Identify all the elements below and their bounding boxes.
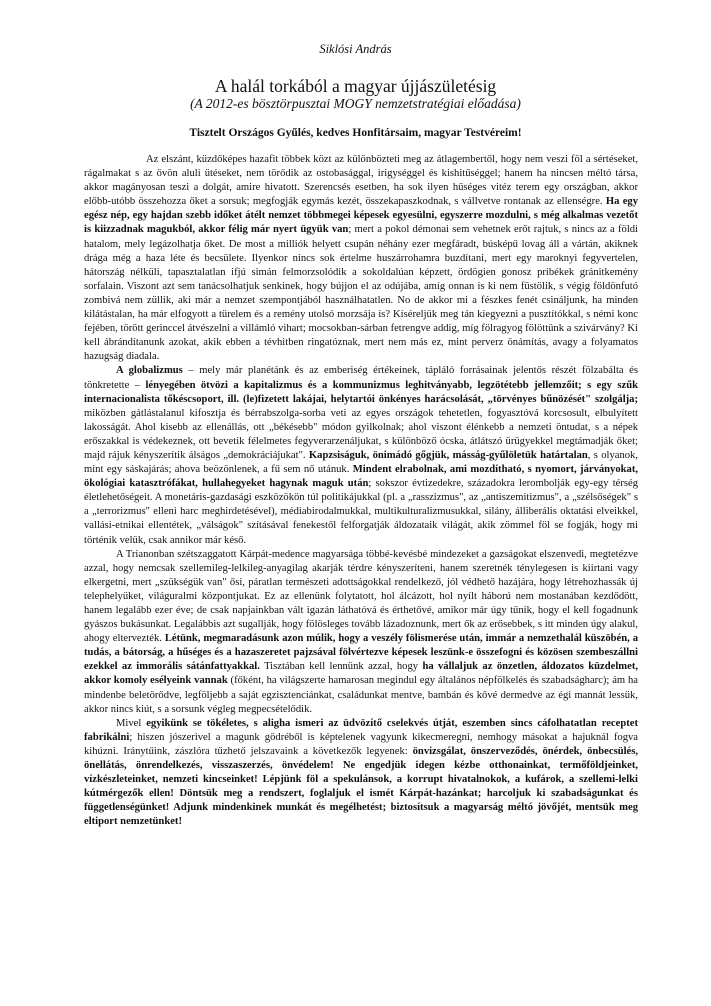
text-run: – mely már planétánk és az emberiség értékeinek, tápláló forrásainak jelentős részét fölzabálta és tönkretette – — [84, 365, 638, 391]
text-run: miközben gátlástalanul kifosztja és bérrabszolga-sorba veti az egyes országok tehetetlen, fogyasztóvá korcsosult, elbulyített lakosságát. Ahol kisebb az ellenállás, ott „békésebb" módon gyilkolnak; ahol viszont élénkebb a nemzeti öntudat, s a népek erőszakkal is védekeznek, ott bevetik félelmetes fegyverarzenáljukat, s különböző ócska, átlátszó ürügyekkel megtámadják őket; majd rájuk kényszerítik álságos „demokráciájukat". — [84, 407, 638, 461]
text-run: (főként, ha világszerte hamarosan megindul egy általános népfölkelés és szabadságharc); ám ha mindenbe beletörődve, legföljebb a saját egzisztenciánkat, családunkat mentve, bambán és kővé dermedve az égi mannát lessük, akkor nincs kiút, s a sorsunk végleg megpecsételődik. — [84, 675, 638, 715]
text-run-bold: A globalizmus — [116, 365, 183, 377]
text-run-bold: egyikünk se tökéletes, s aligha ismeri az üdvözítő cselekvés útját, eszemben sincs cáfolhatatlan receptet fabrikálni — [84, 717, 638, 743]
body-text — [84, 153, 638, 830]
text-run-bold: ha vállaljuk az önzetlen, áldozatos küzdelmet, akkor komoly esélyeink vannak — [84, 661, 638, 687]
text-run: , s olyanok, mint egy sáskajárás; ahova beözönlenek, a fű sem nő utánuk. — [84, 449, 639, 476]
author-name: Siklósi András — [319, 42, 392, 56]
text-run-bold: Kapzsiságuk, önimádó gőgjük, másság-gyűlöletük határtalan — [308, 449, 588, 461]
paragraph — [84, 548, 638, 717]
document-title: A halál torkából a magyar újjászületésig — [214, 76, 497, 96]
text-run: Mivel — [116, 717, 147, 729]
text-run-bold: lényegében ötvözi a kapitalizmus és a kommunizmus leghitványabb, legzötétebb jellemzőit; s egy szűk internacionalista tőkéscsoport, ill. (le)fizetett lakájai, helytartói önkényes harácsolását, „törvényes bűnözését" szolgálja; — [84, 379, 638, 405]
text-run: ; hiszen jószerivel a magunk gödréből is képtelenek vagyunk kikecmeregni, nemhogy másokat a hajuknál fogva kihúzni. Iránytűink, zászlóra tűzhető jelszavaink a következők legyenek: — [84, 731, 638, 757]
paragraph — [84, 717, 638, 830]
salutation: Tisztelt Országos Gyűlés, kedves Honfitársaim, magyar Testvéreim! — [189, 127, 522, 139]
paragraph — [84, 153, 638, 364]
text-run: ; sokszor évtizedekre, századokra lerombolják egy-egy térség életlehetőségeit. A monetáris-gazdasági eszközökön túl politikájukkal (pl. a „rasszizmus", az „antiszemitizmus", a „szélsőségek" s a „terrorizmus" elleni harc meghirdetésével), médiabirodalmukkal, multikulturalizmusukkal, silány, álliberális oktatási elveikkel, vallási-etnikai ellentétek, „válságok" szításával fenekestől felforgatják áldozataik világát, akik zömmel föl se fogják, hogy mi történik velük, csak annikor már késő. — [84, 478, 638, 546]
document-subtitle: (A 2012-es bösztörpusztai MOGY nemzetstratégiai előadása) — [190, 96, 521, 111]
text-run-bold: Létünk, megmaradásunk azon múlik, hogy a veszély fölismerése után, immár a nemzethalál küszöbén, a tudás, a bátorság, a hűséges és a hazaszeretet pajzsával fölvértezve képesek leszünk-e összefogni és közösen szembeszállni ezekkel az immorális sátánfattyakkal. — [84, 633, 638, 673]
text-run-bold: Ha egy egész nép, egy hajdan szebb időket átélt nemzet többmegei képesek egyesülni, egyszerre mozdulni, s még alkalmas vezetőt is kiizzadnak magukból, akkor félig már nyert ügyük van — [84, 196, 639, 236]
text-run: Tisztában kell lennünk azzal, hogy — [259, 661, 423, 673]
paragraph — [84, 364, 638, 547]
text-run-bold: Mindent elrabolnak, ami mozdítható, s nyomort, járványokat, ökológiai katasztrófákat, hullahegyeket hagynak maguk után — [84, 464, 639, 490]
text-run: Az elszánt, küzdőképes hazafit többek közt az különbözteti meg az átlagembertől, hogy nem veszi föl a sértéseket, rágalmakat s az övön aluli ütéseket, nem törődik az ostobasággal, irigységgel és kishitűséggel; hanem ha nincsen méltó társa, akkor magányosan teszi a dolgát, amire hivatott. Szerencsés esetben, ha sok ilyen hűséges vitéz terem egy országban, akkor előbb-utóbb összehozza őket a sorsuk; megfogják egymás kezét, összekapaszkodnak, s vállvetve rontanak az ellenségre. — [84, 154, 638, 208]
text-run: ; mert a pokol démonai sem vehetnek erőt rajtuk, s nincs az a földi hatalom, mely legázolhatja őket. De most a milliók helyett csupán néhány ezer megfáradt, búsképű lovag áll a vártán, akiknek drága még a haza léte és becsülete. Ilyenkor nincs sok értelme huszárrohamra buzdítani, mert egy maroknyi fegyvertelen, hátország nélküli, tapasztalatlan ifjú simán felmorzsolódik a sokoldalúan képzett, ördögien gonosz pribékek gránitkemény sorfalain. Viszont azt sem tanácsolhatjuk senkinek, hogy bújjon el az odújába, amíg onnan is ki nem füstölik, s végig földönfutó zombivá nem züllik, aki már a nemzet szempontjából használhatatlen. No de akkor mi a fészkes fenét csináljunk, ha minden kilátástalan, ha már elfogyott a türelem és a remény utolsó morzsája is? Kíséreljük meg tán kiegyezni a pusztítókkal, s némi konc fejében, törött gerinccel átvészelni a villámló vihart; mocsokban-sárban fetrengve addig, míg fölragyog fölöttünk a szivárvány? Ki kell ábrándítanunk azokat, akik ebben a tévhitben ringatóznak, mert nem más ez, mint perverz önámítás, avagy a folyamatos hazugság diadala. — [84, 224, 638, 363]
text-run-bold: önvizsgálat, önszerveződés, önérdek, önbecsülés, önellátás, önrendelkezés, visszaszerzés, önvédelem! Ne engedjük idegen kézbe otthonainkat, termőföldjeinket, vízkészleteinket, nemzeti kincseinket! Lépjünk föl a spekulánsok, a korrupt hivatalnokok, a kufárok, a szellemi-lelki kútmérgezők ellen! Döntsük meg a rendszert, foglaljuk el ismét Kárpát-hazánkat; harcoljuk ki szabadságunkat és függetlenségünket! Adjunk mindenkinek munkát és megélhetést; biztosítsuk a magyarság méltó jövőjét, mentsük meg eltiport nemzetünket! — [84, 745, 638, 828]
text-run: A Trianonban szétszaggatott Kárpát-medence magyarsága többé-kevésbé mindezeket a gazságokat elszenvedi, megtetézve azzal, hogy nemcsak szellemileg-lelkileg-anyagilag akarják térdre kényszeríteni, hanem szeretnék ténylegesen is kiirtani vagy elkergetni, mert „szükségük van" ősi, páratlan természeti adottságokkal rendelkező, jól védhető hazájára, hogy létrehozhassák új telephelyüket, világuralmi központjukat. Ez az ellenünk folytatott, hol álcázott, hol nyílt háború nem mostanában kezdődött, hanem legalább ezer éve; de csak napjainkban vált igazán láthatóvá és érthetővé, amikor már úgy tűnik, hogy el kell fogadnunk gyászos bukásunkat. Legalábbis azt sugallják, hogy fölösleges tovább lázadoznunk, mert ők az erősebbek, s itt minden úgy alakul, ahogy eltervezték. — [84, 548, 638, 645]
